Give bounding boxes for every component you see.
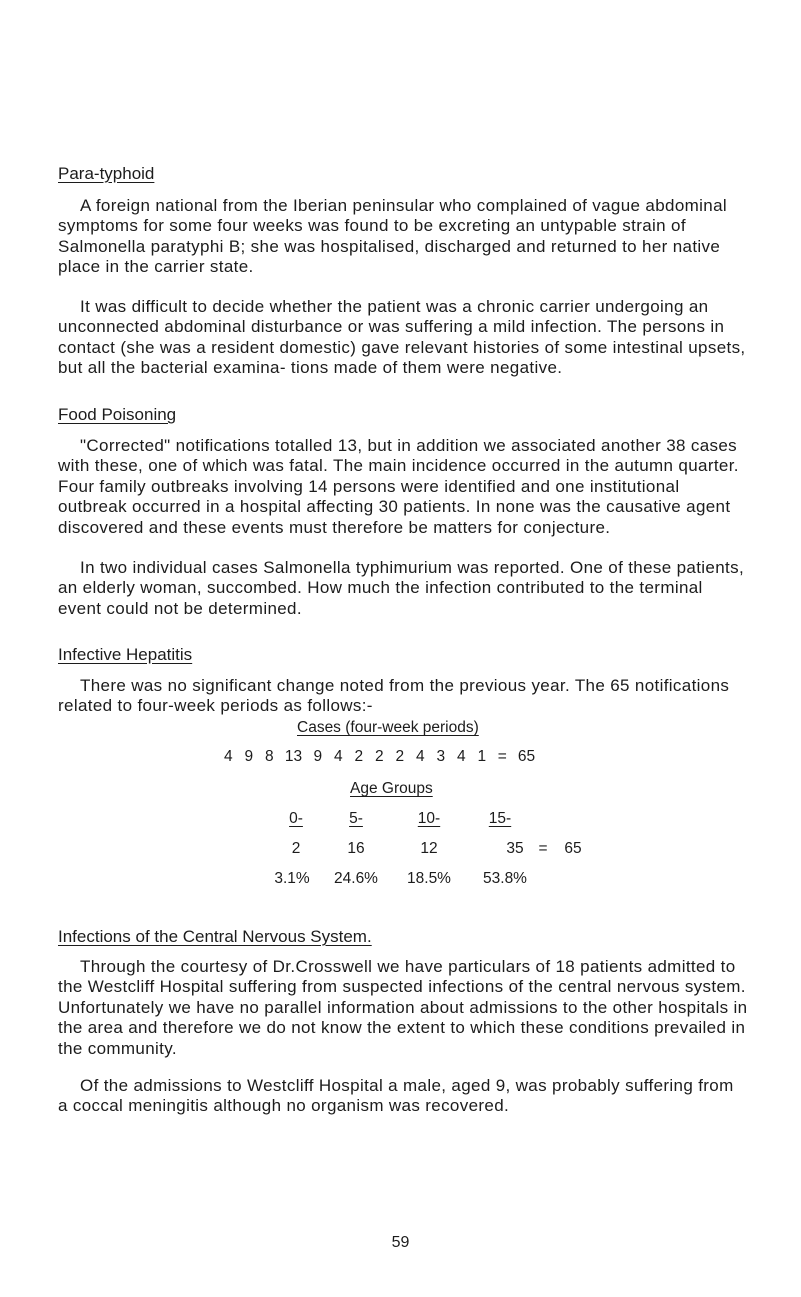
age-percent: 53.8% xyxy=(483,870,527,887)
heading-food-poisoning: Food Poisoning xyxy=(58,405,177,424)
cases-equals: = xyxy=(497,748,507,765)
page-number: 59 xyxy=(391,1234,410,1251)
cases-caption: Cases (four-week periods) xyxy=(297,719,479,736)
cases-value: 2 xyxy=(374,748,384,765)
cases-value: 4 xyxy=(223,748,233,765)
cases-value: 4 xyxy=(456,748,466,765)
cases-value: 4 xyxy=(415,748,425,765)
paragraph-food-poisoning-2: In two individual cases Salmonella typhimurium was reported. One of these patients, an elderly woman, succombed. How much the infection contributed to the terminal event could not be determined. xyxy=(58,558,745,618)
age-header: 5- xyxy=(349,810,363,827)
age-count: 2 xyxy=(291,840,301,857)
age-count: 35 xyxy=(506,840,524,857)
age-header: 10- xyxy=(417,810,441,827)
heading-infective-hepatitis: Infective Hepatitis xyxy=(58,645,193,664)
age-count: 16 xyxy=(347,840,365,857)
cases-value: 13 xyxy=(284,748,303,765)
cases-value: 4 xyxy=(333,748,343,765)
cases-value: 8 xyxy=(264,748,274,765)
cases-total: 65 xyxy=(517,748,536,765)
age-percent: 3.1% xyxy=(274,870,310,887)
cases-value: 2 xyxy=(354,748,364,765)
cases-value: 9 xyxy=(313,748,323,765)
cases-value: 9 xyxy=(244,748,254,765)
paragraph-infective-hepatitis-1: There was no significant change noted from the previous year. The 65 notifications related to four-week periods as follows:- xyxy=(58,676,730,716)
heading-cns-infections: Infections of the Central Nervous System. xyxy=(58,927,372,946)
heading-paratyphoid: Para-typhoid xyxy=(58,164,155,183)
cases-row xyxy=(218,748,541,766)
age-percent: 24.6% xyxy=(334,870,378,887)
paragraph-cns-1: Through the courtesy of Dr.Crosswell we have particulars of 18 patients admitted to the Westcliff Hospital suffering from suspected infections of the central nervous system. Unfortunately we have no parallel information about admissions to the other hospitals in the area and therefore we do not know the extent to which these conditions prevailed in the community. xyxy=(58,957,748,1058)
paragraph-cns-2: Of the admissions to Westcliff Hospital a male, aged 9, was probably suffering from a coccal meningitis although no organism was recovered. xyxy=(58,1076,734,1116)
age-equals: = xyxy=(538,840,548,857)
paragraph-paratyphoid-2: It was difficult to decide whether the patient was a chronic carrier undergoing an unconnected abdominal disturbance or was suffering a mild infection. The persons in contact (she was a resident domestic) gave relevant histories of some intestinal upsets, but all the bacterial examina- tions made of them were negative. xyxy=(58,297,746,378)
age-header: 0- xyxy=(289,810,303,827)
paragraph-paratyphoid-1: A foreign national from the Iberian peninsular who complained of vague abdominal symptoms for some four weeks was found to be excreting an untypable strain of Salmonella paratyphi B; she was hospitalised, discharged and returned to her native place in the carrier state. xyxy=(58,196,728,277)
paragraph-food-poisoning-1: "Corrected" notifications totalled 13, but in addition we associated another 38 cases with these, one of which was fatal. The main incidence occurred in the autumn quarter. Four family outbreaks involving 14 persons were identified and one institutional outbreak occurred in a hospital affecting 30 patients. In none was the causative agent discovered and these events must therefore be matters for conjecture. xyxy=(58,436,739,537)
age-header: 15- xyxy=(488,810,512,827)
cases-value: 3 xyxy=(436,748,446,765)
cases-value: 2 xyxy=(395,748,405,765)
cases-value: 1 xyxy=(477,748,487,765)
age-percent: 18.5% xyxy=(407,870,451,887)
age-count: 12 xyxy=(420,840,438,857)
age-total: 65 xyxy=(564,840,582,857)
age-groups-caption: Age Groups xyxy=(350,780,433,797)
